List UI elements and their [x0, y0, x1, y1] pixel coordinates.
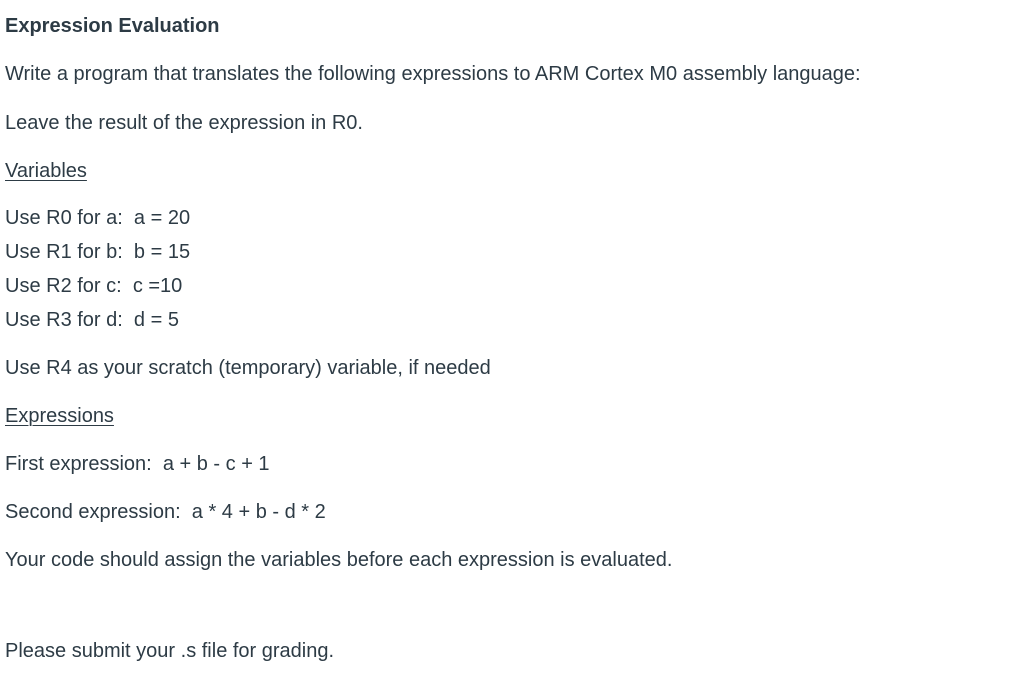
first-expression: First expression: a + b - c + 1: [5, 453, 270, 475]
submit-note: Please submit your .s file for grading.: [5, 640, 335, 662]
second-expression: Second expression: a * 4 + b - d * 2: [5, 501, 326, 523]
assignment-content: [5, 0, 1015, 697]
assign-note: Your code should assign the variables before each expression is evaluated.: [5, 549, 673, 571]
intro-text: Write a program that translates the following expressions to ARM Cortex M0 assembly language:: [5, 63, 861, 85]
result-note: Leave the result of the expression in R0.: [5, 112, 363, 134]
variable-row-b: Use R1 for b: b = 15: [5, 241, 191, 263]
variable-row-c: Use R2 for c: c =10: [5, 275, 183, 297]
page-title: Expression Evaluation: [5, 15, 220, 37]
variable-row-d: Use R3 for d: d = 5: [5, 309, 179, 331]
variables-heading: Variables: [5, 160, 87, 182]
variable-row-a: Use R0 for a: a = 20: [5, 207, 191, 229]
expressions-heading: Expressions: [5, 405, 114, 427]
scratch-note: Use R4 as your scratch (temporary) variable, if needed: [5, 357, 491, 379]
